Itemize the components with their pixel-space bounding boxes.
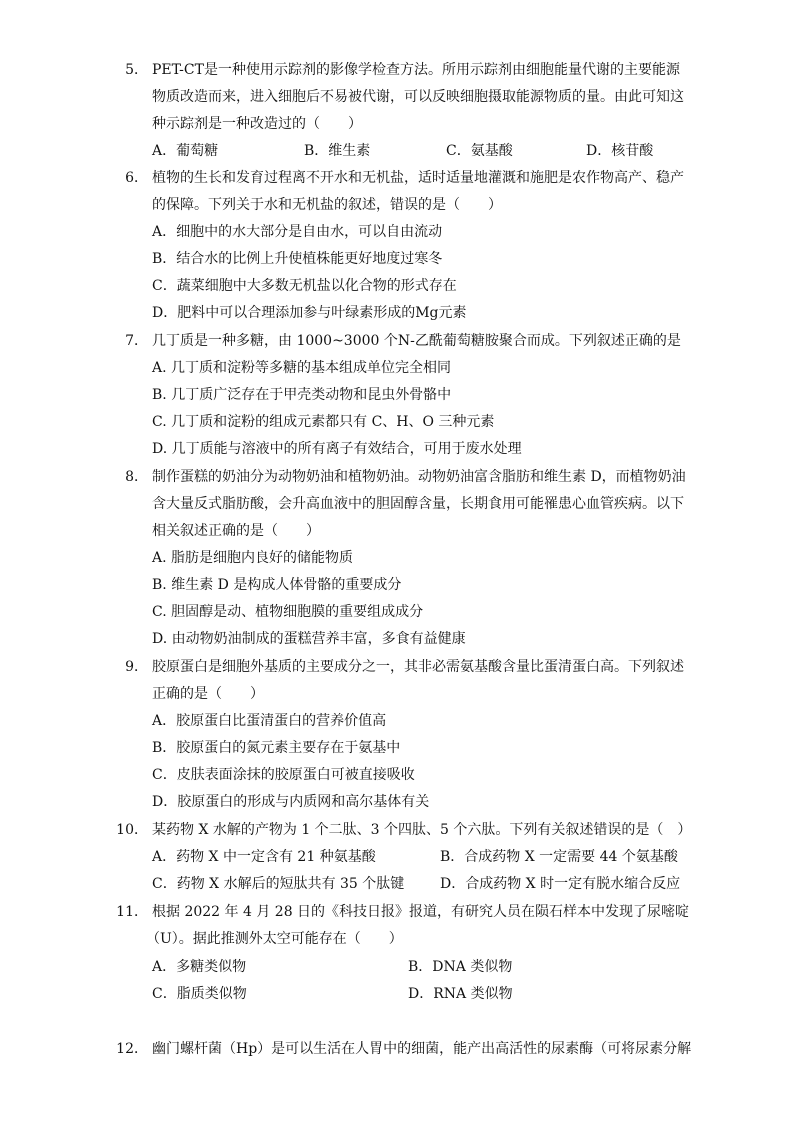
option-b: B．胶原蛋白的氮元素主要存在于氨基中 <box>152 740 401 756</box>
option-b: B．结合水的比例上升使植株能更好地度过寒冬 <box>152 251 443 267</box>
question-number: 6． <box>125 170 148 186</box>
option-d: D．RNA 类似物 <box>408 986 513 1002</box>
question-number: 8． <box>125 469 148 485</box>
question-text-line: 制作蛋糕的奶油分为动物奶油和植物奶油。动物奶油富含脂肪和维生素 D，而植物奶油 <box>152 469 686 485</box>
option-b: B. 维生素 D 是构成人体骨骼的重要成分 <box>152 577 402 593</box>
option-d: D．核苷酸 <box>586 143 654 159</box>
option-c: C. 几丁质和淀粉的组成元素都只有 C、H、O 三种元素 <box>152 414 495 430</box>
option-b: B．DNA 类似物 <box>408 959 513 975</box>
question-text-line: 植物的生长和发育过程离不开水和无机盐，适时适量地灌溉和施肥是农作物高产、稳产 <box>152 170 684 186</box>
question-number: 10． <box>116 822 148 838</box>
option-a: A．葡萄糖 <box>152 143 219 159</box>
option-c: C. 胆固醇是动、植物细胞膜的重要组成成分 <box>152 604 424 620</box>
option-a: A．胶原蛋白比蛋清蛋白的营养价值高 <box>152 713 387 729</box>
option-c: C．蔬菜细胞中大多数无机盐以化合物的形式存在 <box>152 278 457 294</box>
question-text-line: 几丁质是一种多糖，由 1000~3000 个N-乙酰葡萄糖胺聚合而成。下列叙述正确的是 <box>152 333 681 349</box>
question-number: 5． <box>125 62 148 78</box>
option-d: D．胶原蛋白的形成与内质网和高尔基体有关 <box>152 794 430 810</box>
option-b: B. 几丁质广泛存在于甲壳类动物和昆虫外骨骼中 <box>152 387 452 403</box>
option-a: A．细胞中的水大部分是自由水，可以自由流动 <box>152 224 443 240</box>
question-text-line: 相关叙述正确的是（ ） <box>152 523 320 539</box>
option-d: D．肥料中可以合理添加参与叶绿素形成的Mg元素 <box>152 305 467 321</box>
option-a: A. 脂肪是细胞内良好的储能物质 <box>152 550 354 566</box>
question-text-line: 某药物 X 水解的产物为 1 个二肽、3 个四肽、5 个六肽。下列有关叙述错误的是（ ） <box>152 822 692 838</box>
question-number: 9． <box>125 659 148 675</box>
question-text-line: （U）。据此推测外太空可能存在（ ） <box>146 931 403 947</box>
question-text-line: 种示踪剂是一种改造过的（ ） <box>152 116 362 132</box>
option-b: B．维生素 <box>304 143 371 159</box>
question-text-line: 幽门螺杆菌（Hp）是可以生活在人胃中的细菌，能产出高活性的尿素酶（可将尿素分解 <box>152 1041 692 1057</box>
question-text-line: 的保障。下列关于水和无机盐的叙述，错误的是（ ） <box>152 197 502 213</box>
question-text-line: 物质改造而来，进入细胞后不易被代谢，可以反映细胞摄取能源物质的量。由此可知这 <box>152 89 684 105</box>
option-b: B．合成药物 X 一定需要 44 个氨基酸 <box>440 849 678 865</box>
question-text-line: 胶原蛋白是细胞外基质的主要成分之一，其非必需氨基酸含量比蛋清蛋白高。下列叙述 <box>152 659 684 675</box>
question-number: 11． <box>116 904 148 920</box>
option-c: C．药物 X 水解后的短肽共有 35 个肽键 <box>152 876 405 892</box>
option-c: C．氨基酸 <box>446 143 513 159</box>
question-number: 7． <box>125 333 148 349</box>
option-d: D. 几丁质能与溶液中的所有离子有效结合，可用于废水处理 <box>152 441 522 457</box>
option-a: A．药物 X 中一定含有 21 种氨基酸 <box>152 849 376 865</box>
question-number: 12． <box>116 1041 148 1057</box>
option-c: C．脂质类似物 <box>152 986 247 1002</box>
question-text-line: 根据 2022 年 4 月 28 日的《科技日报》报道，有研究人员在陨石样本中发现了尿嘧啶 <box>152 904 690 920</box>
option-a: A. 几丁质和淀粉等多糖的基本组成单位完全相同 <box>152 360 452 376</box>
question-text-line: 正确的是（ ） <box>152 686 264 702</box>
option-d: D．合成药物 X 时一定有脱水缩合反应 <box>440 876 681 892</box>
question-text-line: 含大量反式脂肪酸，会升高血液中的胆固醇含量，长期食用可能罹患心血管疾病。以下 <box>152 496 684 512</box>
option-a: A．多糖类似物 <box>152 959 247 975</box>
option-d: D. 由动物奶油制成的蛋糕营养丰富，多食有益健康 <box>152 631 466 647</box>
option-c: C．皮肤表面涂抹的胶原蛋白可被直接吸收 <box>152 767 415 783</box>
question-text-line: PET-CT是一种使用示踪剂的影像学检查方法。所用示踪剂由细胞能量代谢的主要能源 <box>152 62 680 78</box>
